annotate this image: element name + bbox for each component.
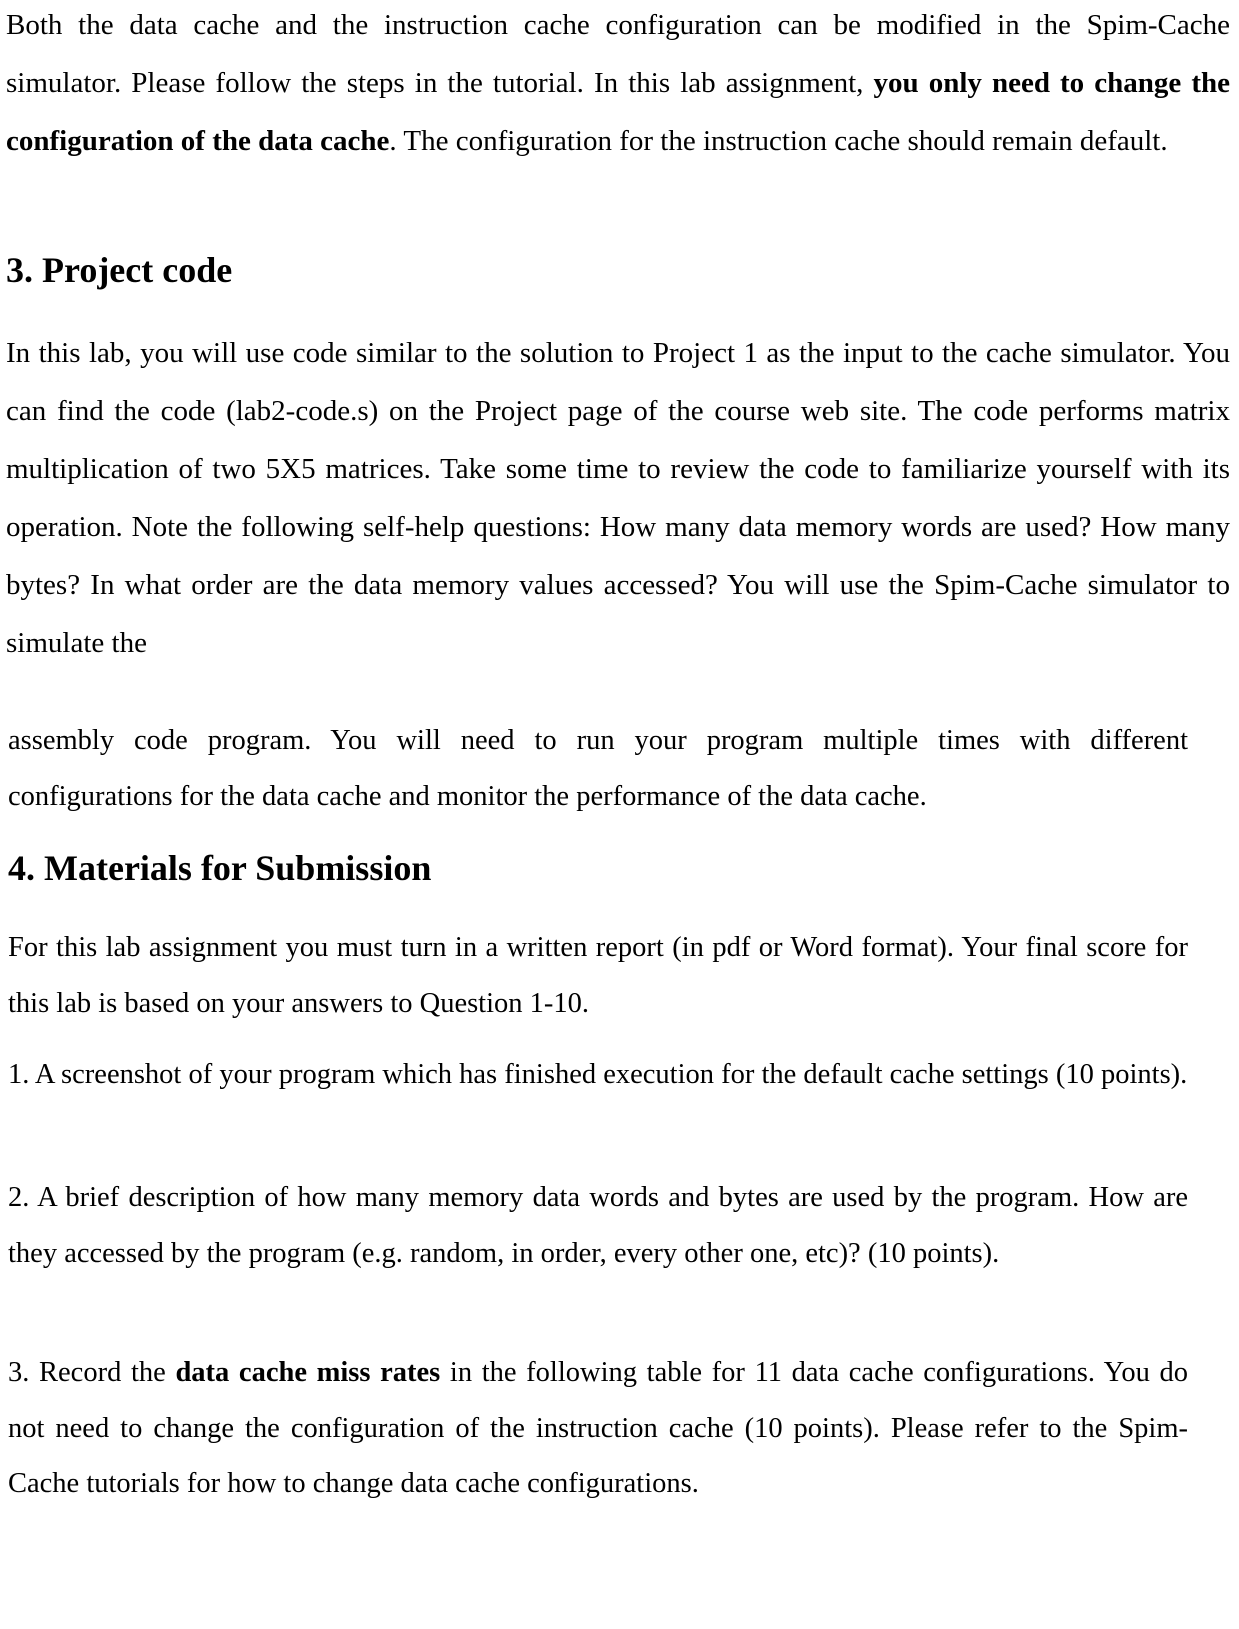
question-1: 1. A screenshot of your program which has finished execution for the default cache settings (10 points). <box>8 1059 1188 1090</box>
section-3-paragraph: In this lab, you will use code similar to the solution to Project 1 as the input to the cache simulator. You can find the code (lab2-code.s) on the Project page of the course web site. The code performs matrix multiplication of two 5X5 matrices. Take some time to review the code to familiarize yourself with its operation. Note the following self-help questions: How many data memory words are used? How many bytes? In what order are the data memory values accessed? You will use the Spim-Cache simulator to simulate the <box>6 337 1230 659</box>
question-3: 3. Record the data cache miss rates in the following table for 11 data cache configurations. You do not need to change the configuration of the instruction cache (10 points). Please refer to the Spim-Cache tutorials for how to change data cache configurations. <box>8 1357 1188 1499</box>
intro-emphasis: you only need to change the configuration of the data cache <box>6 67 1230 157</box>
section-3-heading: 3. Project code <box>6 250 233 290</box>
section-4-heading: 4. Materials for Submission <box>8 848 432 888</box>
question-2: 2. A brief description of how many memory data words and bytes are used by the program. How are they accessed by the program (e.g. random, in order, every other one, etc)? (10 points). <box>8 1182 1188 1269</box>
question-3-emphasis: data cache miss rates <box>175 1357 441 1388</box>
section-4-paragraph: For this lab assignment you must turn in a written report (in pdf or Word format). Your final score for this lab is based on your answers to Question 1-10. <box>8 932 1188 1019</box>
intro-paragraph: Both the data cache and the instruction cache configuration can be modified in the Spim-Cache simulator. Please follow the steps in the tutorial. In this lab assignment, you only need to change the configuration of the data cache. The configuration for the instruction cache should remain default. <box>6 9 1230 157</box>
continuation-paragraph: assembly code program. You will need to run your program multiple times with different configurations for the data cache and monitor the performance of the data cache. <box>8 725 1188 812</box>
